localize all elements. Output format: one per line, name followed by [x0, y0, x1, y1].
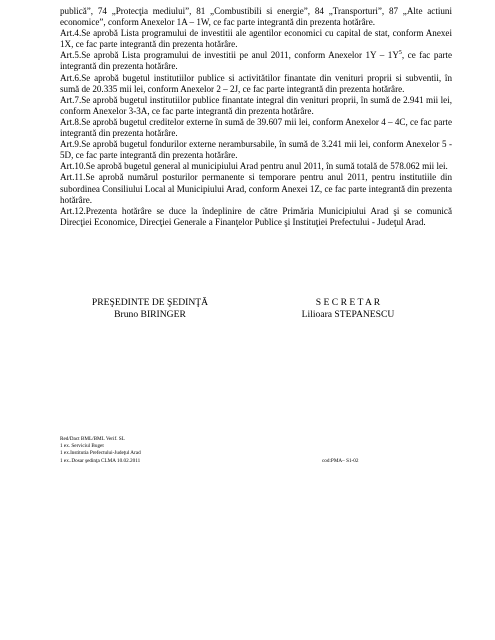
secretary-title: S E C R E T A R — [315, 297, 381, 308]
footer-dosar: 1 ex..Dosar şedinţa CLMA 10.02.2011 — [60, 457, 141, 464]
article-9: Art.9.Se aprobă bugetul fondurilor externe nerambursabile, în sumă de 3.241 mii lei, conform Anexelor 5 - 5D, ce fac parte integrantă din prezenta hotărâre. — [60, 139, 452, 161]
president-signature — [65, 297, 235, 321]
article-7: Art.7.Se aprobă bugetul institutiilor publice finantate integral din venituri proprii, în sumă de 2.941 mii lei, conform Anexelor 3-3A, ce fac parte integrantă din prezenta hotărâre. — [60, 94, 452, 116]
president-title: PREŞEDINTE DE ŞEDINŢĂ — [91, 297, 209, 308]
article-6: Art.6.Se aprobă bugetul institutiilor publice si activitătilor finantate din venituri proprii si subventii, în sumă de 20.335 mii lei, conform Anexelor 2 – 2J, ce fac parte integrantă din prezenta hotărâre. — [60, 72, 452, 94]
article-5 — [60, 50, 452, 72]
article-12: Art.12.Prezenta hotărâre se duce la îndeplinire de către Primăria Municipiului Arad şi se comunică Direcţiei Economice, Direcţiei Generale a Finanţelor Publice şi Instituţiei Prefectului - Judeţul Arad. — [60, 205, 452, 227]
decision-articles — [60, 6, 452, 228]
distribution-footer — [60, 436, 452, 465]
paragraph-continuation: publică”, 74 „Protecţia mediului”, 81 „Combustibili si energie”, 84 „Transporturi”, 87 „Alte actiuni economice”, conform Anexelor 1A – 1W, ce fac parte integrantă din prezenta hotărâre. — [60, 6, 452, 28]
secretary-signature — [258, 297, 438, 321]
article-5-superscript: 5 — [398, 50, 402, 57]
footer-line-last — [60, 458, 452, 465]
article-8: Art.8.Se aprobă bugetul creditelor externe în sumă de 39.607 mii lei, conform Anexelor 4 – 4C, ce fac parte integrantă din prezenta hotărâre. — [60, 116, 452, 139]
article-5-text-b: , ce fac parte integrantă din prezenta hotărâre. — [60, 50, 452, 72]
article-5-text-a: Art.5.Se aprobă Lista programului de investitii pe anul 2011, conform Anexelor 1Y – 1Y — [60, 50, 399, 61]
footer-line: Red/Dact BML/BML Verif. SL — [60, 436, 125, 442]
article-4: Art.4.Se aprobă Lista programului de investitii ale agentilor economici cu capital de stat, conform Anexei 1X, ce fac parte integrantă din prezenta hotărâre. — [60, 28, 452, 50]
document-code: cod:PMA– S1-02 — [322, 457, 359, 464]
footer-line: 1 ex.Institutia Prefectului-Judeţul Arad — [60, 450, 141, 457]
article-10: Art.10.Se aprobă bugetul general al municipiului Arad pentru anul 2011, în sumă totală de 578.062 mii lei. — [60, 161, 448, 172]
footer-line: 1 ex. Serviciul Buget — [60, 443, 104, 450]
president-name: Bruno BIRINGER — [114, 309, 186, 320]
article-11: Art.11.Se aprobă numărul posturilor permanente si temporare pentru anul 2011, pentru institutiile din subordinea Consiliului Local al Municipiului Arad, conform Anexei 1Z, ce fac parte integrantă din prezenta hotărâre. — [60, 172, 452, 205]
secretary-name: Lilioara STEPANESCU — [301, 309, 395, 320]
